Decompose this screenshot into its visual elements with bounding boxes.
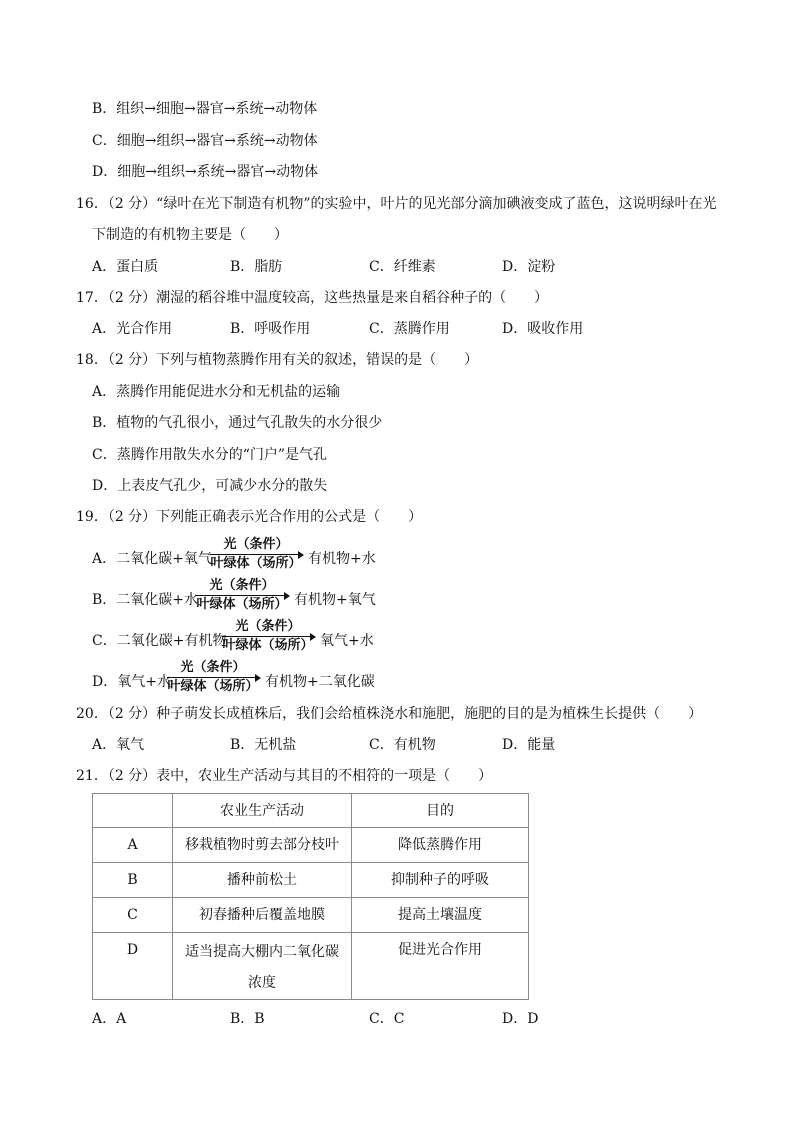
q18-option-a: A．蒸腾作用能促进水分和无机盐的运输 bbox=[92, 384, 341, 400]
q20-option-c: C．有机物 bbox=[369, 737, 436, 753]
q19-condition: 光（条件） bbox=[235, 619, 301, 634]
reaction-arrow-icon bbox=[167, 660, 259, 695]
q16-option-b: B．脂肪 bbox=[230, 259, 283, 275]
table-cell: C bbox=[93, 898, 173, 933]
reaction-arrow-icon bbox=[210, 537, 302, 572]
table-header-cell: 目的 bbox=[352, 794, 529, 828]
table-cell: 促进光合作用 bbox=[352, 933, 529, 1000]
table-row bbox=[93, 933, 529, 1000]
q19-condition: 光（条件） bbox=[209, 578, 275, 593]
table-header-cell: 农业生产活动 bbox=[173, 794, 352, 828]
q16-option-d: D．淀粉 bbox=[502, 259, 556, 275]
table-cell: 抑制种子的呼吸 bbox=[352, 863, 529, 898]
q21-option-d: D．D bbox=[502, 1011, 539, 1027]
q19-site: 叶绿体（场所） bbox=[167, 679, 259, 694]
q21-option-c: C．C bbox=[369, 1011, 405, 1027]
table-cell: A bbox=[93, 828, 173, 863]
q19-option-b-reactants: B．二氧化碳+水 bbox=[92, 592, 199, 608]
q21-table bbox=[92, 793, 529, 1000]
q19-site: 叶绿体（场所） bbox=[222, 638, 314, 653]
table-cell: 移栽植物时剪去部分枝叶 bbox=[173, 828, 352, 863]
q19-option-c-products: 氧气+水 bbox=[320, 633, 374, 649]
q21-option-a: A．A bbox=[92, 1011, 127, 1027]
q21-stem: 21．（2 分）表中，农业生产活动与其目的不相符的一项是（ ） bbox=[76, 768, 493, 784]
table-cell: 提高土壤温度 bbox=[352, 898, 529, 933]
q16-option-c: C．纤维素 bbox=[369, 259, 436, 275]
table-row bbox=[93, 828, 529, 863]
q19-stem: 19．（2 分）下列能正确表示光合作用的公式是（ ） bbox=[76, 509, 423, 525]
q15-option-b: B．组织→细胞→器官→系统→动物体 bbox=[92, 101, 318, 117]
table-header-cell bbox=[93, 794, 173, 828]
table-cell: D bbox=[93, 933, 173, 1000]
reaction-arrow-icon bbox=[222, 619, 314, 654]
q16-stem-line2: 下制造的有机物主要是（ ） bbox=[92, 227, 288, 243]
table-cell: 初春播种后覆盖地膜 bbox=[173, 898, 352, 933]
q19-option-d-reactants: D．氧气+水 bbox=[92, 674, 171, 690]
q19-option-d bbox=[92, 660, 412, 704]
q17-option-c: C．蒸腾作用 bbox=[369, 321, 450, 337]
q20-option-b: B．无机盐 bbox=[230, 737, 297, 753]
q19-option-b bbox=[92, 578, 412, 622]
q19-option-a-reactants: A．二氧化碳+氧气 bbox=[92, 551, 212, 567]
table-header-row bbox=[93, 794, 529, 828]
q17-option-d: D．吸收作用 bbox=[502, 321, 584, 337]
table-cell: B bbox=[93, 863, 173, 898]
q19-option-a bbox=[92, 537, 412, 581]
reaction-arrow-icon bbox=[196, 578, 288, 613]
q19-condition: 光（条件） bbox=[223, 537, 289, 552]
q18-option-b: B．植物的气孔很小，通过气孔散失的水分很少 bbox=[92, 415, 383, 431]
q19-option-c-reactants: C．二氧化碳+有机物 bbox=[92, 633, 227, 649]
table-row bbox=[93, 863, 529, 898]
table-cell: 播种前松土 bbox=[173, 863, 352, 898]
q19-option-d-products: 有机物+二氧化碳 bbox=[265, 674, 375, 690]
q18-option-d: D．上表皮气孔少，可减少水分的散失 bbox=[92, 478, 328, 494]
q20-option-a: A．氧气 bbox=[92, 737, 145, 753]
q17-option-a: A．光合作用 bbox=[92, 321, 173, 337]
q17-stem: 17．（2 分）潮湿的稻谷堆中温度较高，这些热量是来自稻谷种子的（ ） bbox=[76, 290, 549, 306]
q15-option-c: C．细胞→组织→器官→系统→动物体 bbox=[92, 133, 318, 149]
q16-stem-line1: 16．（2 分）“绿叶在光下制造有机物”的实验中，叶片的见光部分滴加碘液变成了蓝色，这说明绿叶在光 bbox=[76, 196, 717, 212]
q18-option-c: C．蒸腾作用散失水分的“门户”是气孔 bbox=[92, 447, 328, 463]
q20-option-d: D．能量 bbox=[502, 737, 556, 753]
q19-option-c bbox=[92, 619, 412, 663]
q18-stem: 18．（2 分）下列与植物蒸腾作用有关的叙述，错误的是（ ） bbox=[76, 352, 479, 368]
q19-site: 叶绿体（场所） bbox=[210, 556, 302, 571]
q19-option-b-products: 有机物+氧气 bbox=[294, 592, 376, 608]
table-cell: 适当提高大棚内二氧化碳浓度 bbox=[173, 933, 352, 1000]
q20-stem: 20．（2 分）种子萌发长成植株后，我们会给植株浇水和施肥，施肥的目的是为植株生长提供（ ） bbox=[76, 706, 703, 722]
q15-option-d: D．细胞→组织→系统→器官→动物体 bbox=[92, 164, 319, 180]
q16-option-a: A．蛋白质 bbox=[92, 259, 159, 275]
q21-option-b: B．B bbox=[230, 1011, 265, 1027]
q19-condition: 光（条件） bbox=[180, 660, 246, 675]
q19-site: 叶绿体（场所） bbox=[196, 597, 288, 612]
table-cell: 降低蒸腾作用 bbox=[352, 828, 529, 863]
q17-option-b: B．呼吸作用 bbox=[230, 321, 311, 337]
table-row bbox=[93, 898, 529, 933]
q19-option-a-products: 有机物+水 bbox=[308, 551, 376, 567]
